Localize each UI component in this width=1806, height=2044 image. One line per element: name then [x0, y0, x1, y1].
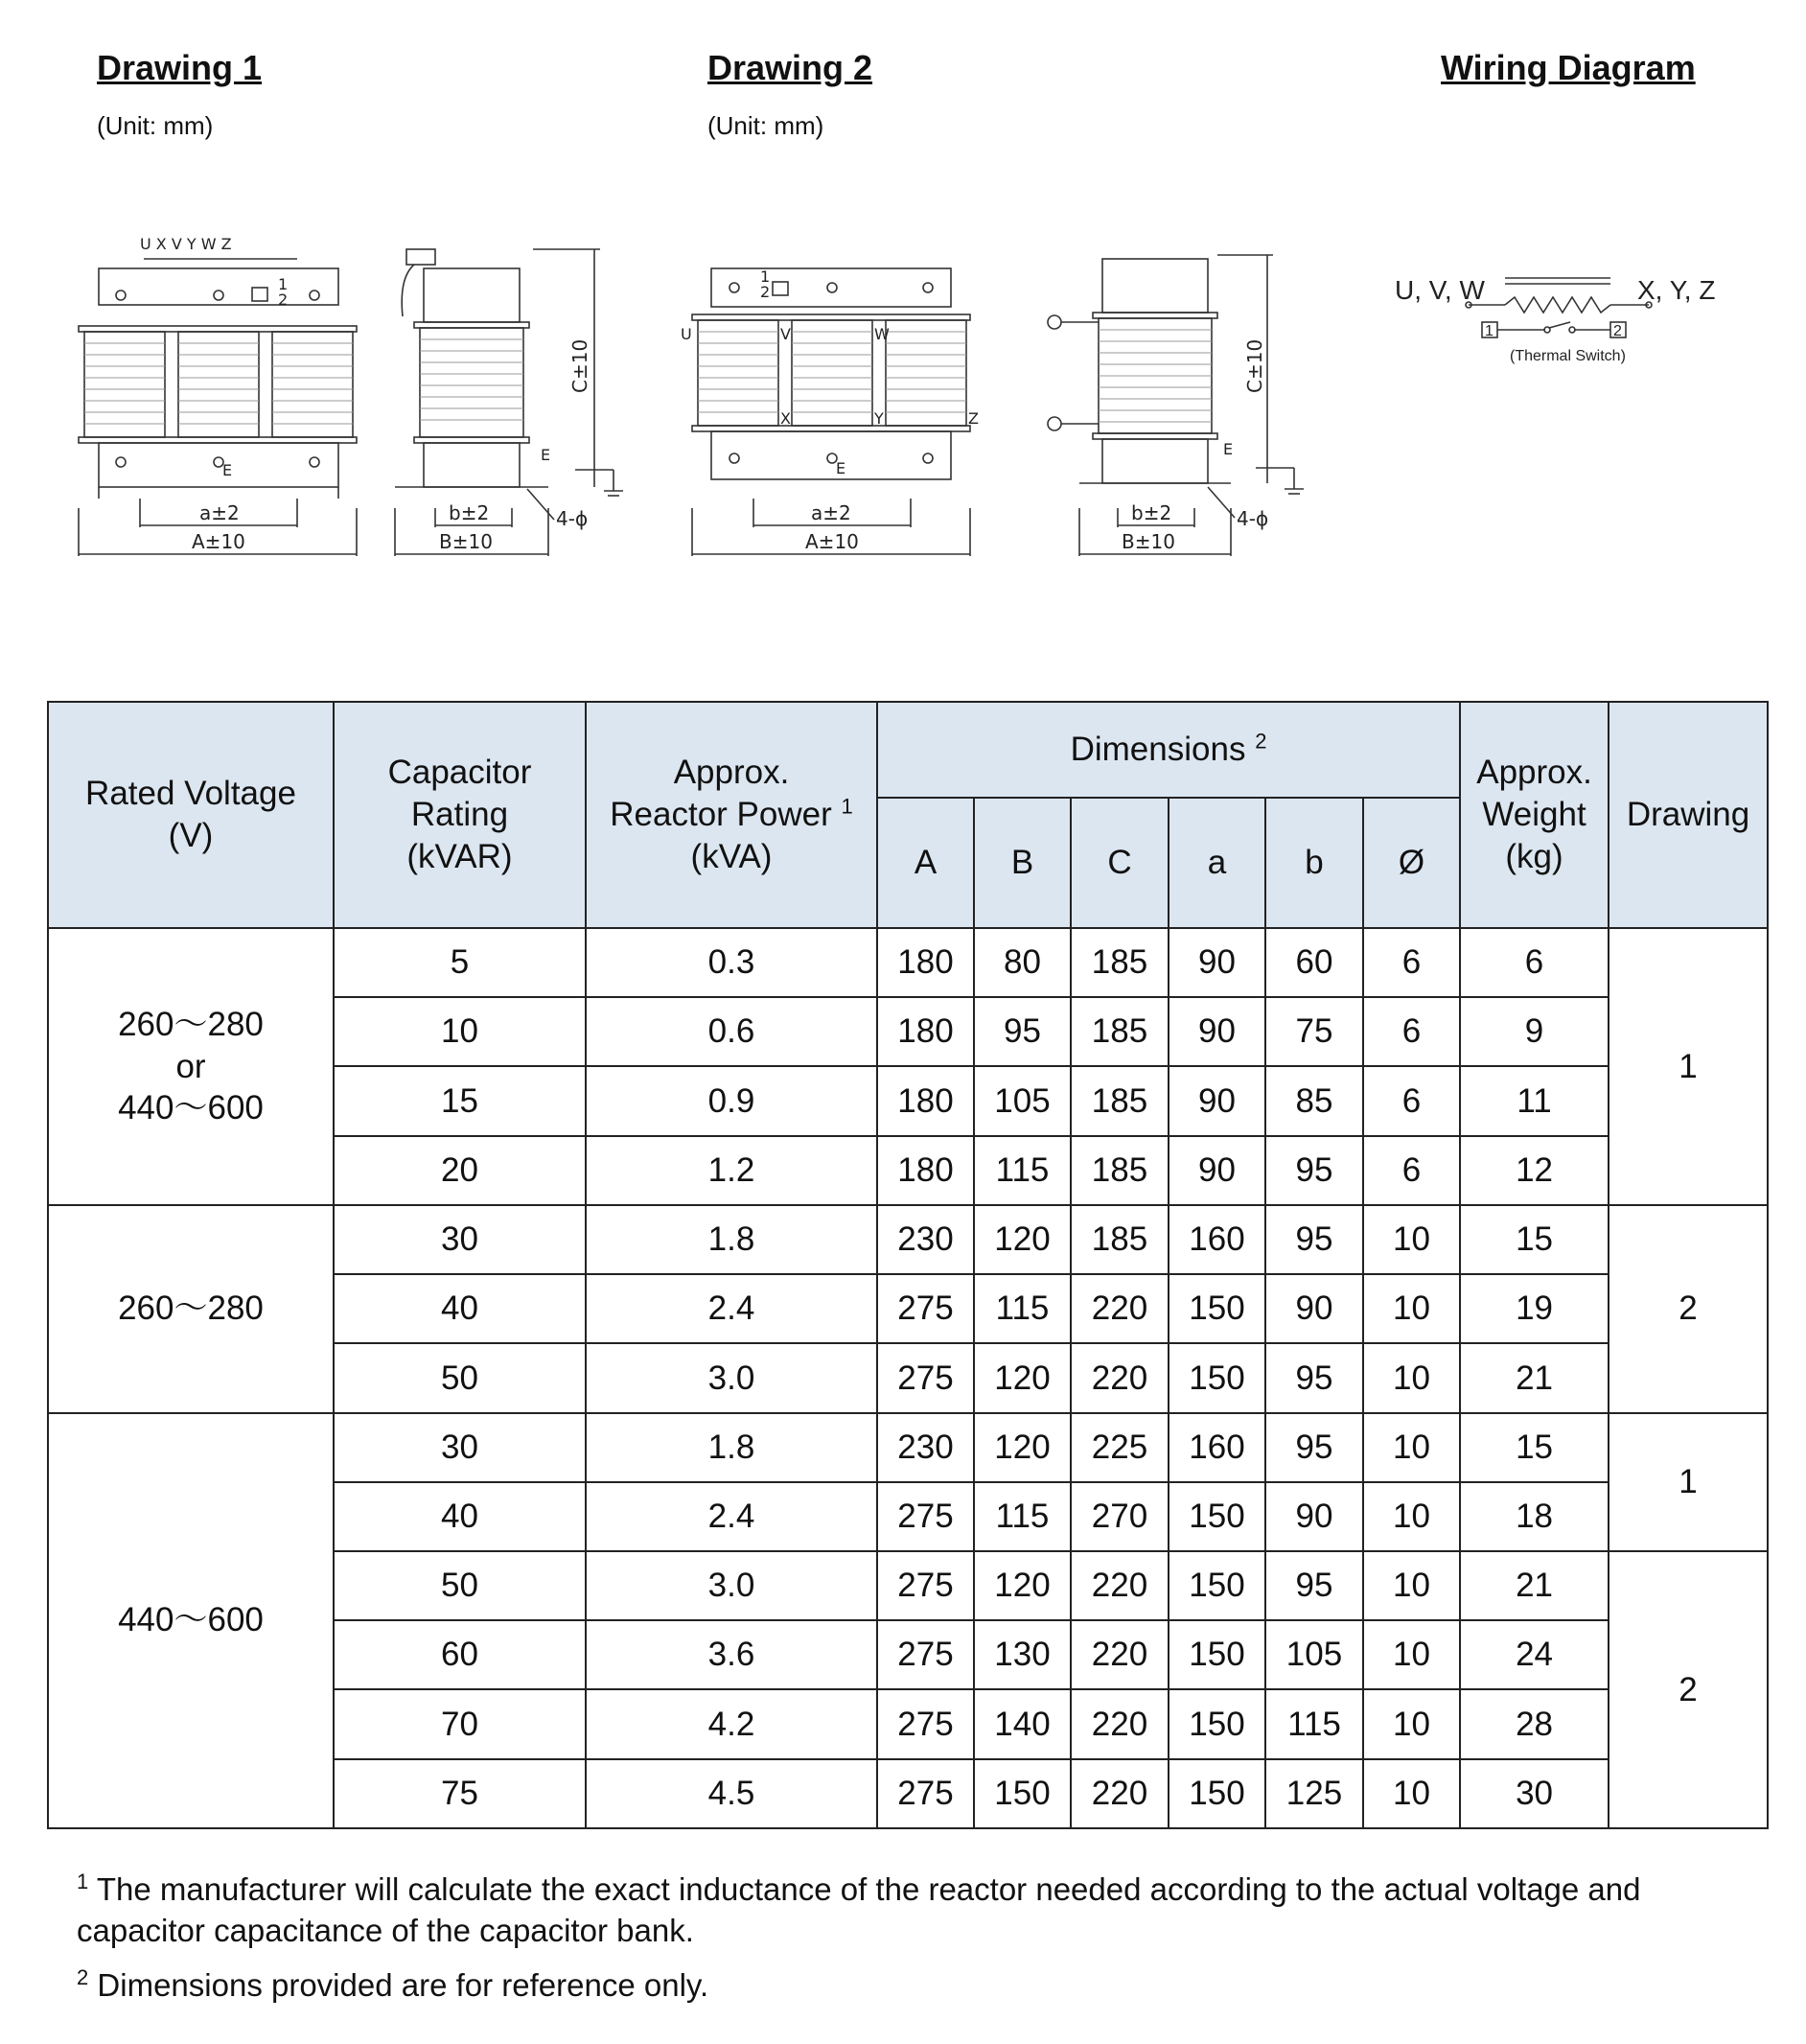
cell-B: 120	[974, 1551, 1071, 1620]
cell-power: 1.2	[586, 1136, 877, 1205]
header-dim-b: b	[1265, 798, 1363, 928]
cell-a: 150	[1169, 1759, 1265, 1828]
table-row	[48, 1413, 1768, 1482]
header-dim-A: A	[877, 798, 974, 928]
voltage-group-1: 260～280 or 440～600	[48, 928, 334, 1205]
drawing2-front-view	[681, 267, 979, 556]
drawing2-terminal-z: Z	[968, 409, 979, 428]
drawing1-ground-front: E	[222, 461, 233, 479]
cell-capacitor: 10	[334, 997, 586, 1066]
drawing1-front-view	[79, 235, 357, 556]
cell-b: 75	[1265, 997, 1363, 1066]
table-row	[48, 1205, 1768, 1274]
cell-B: 80	[974, 928, 1071, 997]
header-weight: Approx. Weight (kg)	[1460, 702, 1609, 928]
cell-a: 90	[1169, 1136, 1265, 1205]
cell-A: 275	[877, 1689, 974, 1758]
footnote-2: $^2$ Dimensions provided are for reference only.	[77, 1964, 709, 2003]
drawing2-terminal-x: X	[780, 409, 791, 428]
cell-b: 95	[1265, 1413, 1363, 1482]
cell-b: 95	[1265, 1343, 1363, 1412]
cell-C: 220	[1071, 1759, 1169, 1828]
cell-weight: 15	[1460, 1205, 1609, 1274]
drawing1-ground-side: E	[541, 446, 551, 464]
cell-power: 0.6	[586, 997, 877, 1066]
drawing2-dim-C: C±10	[1243, 338, 1266, 393]
cell-diameter: 10	[1363, 1482, 1460, 1551]
table-header-row-1	[48, 702, 1768, 798]
cell-a: 150	[1169, 1551, 1265, 1620]
header-rated-voltage: Rated Voltage (V)	[48, 702, 334, 928]
cell-C: 185	[1071, 1205, 1169, 1274]
cell-capacitor: 40	[334, 1274, 586, 1343]
header-dim-diameter: Ø	[1363, 798, 1460, 928]
wiring-left-label: U, V, W	[1395, 275, 1485, 305]
cell-diameter: 10	[1363, 1274, 1460, 1343]
cell-a: 160	[1169, 1413, 1265, 1482]
cell-C: 185	[1071, 928, 1169, 997]
drawing1-side-view	[395, 249, 623, 556]
cell-capacitor: 70	[334, 1689, 586, 1758]
cell-power: 3.0	[586, 1343, 877, 1412]
drawing2-dim-A: A±10	[805, 530, 859, 553]
drawing1-title: Drawing 1	[97, 48, 263, 87]
cell-b: 85	[1265, 1066, 1363, 1135]
header-dimensions: Dimensions $^2$	[877, 702, 1460, 798]
cell-capacitor: 50	[334, 1343, 586, 1412]
cell-b: 95	[1265, 1551, 1363, 1620]
cell-diameter: 10	[1363, 1620, 1460, 1689]
cell-power: 1.8	[586, 1205, 877, 1274]
drawing1-unit: (Unit: mm)	[97, 111, 214, 140]
cell-A: 230	[877, 1205, 974, 1274]
drawing-group-3: 1	[1609, 1413, 1768, 1551]
cell-diameter: 6	[1363, 997, 1460, 1066]
cell-B: 120	[974, 1343, 1071, 1412]
header-drawing: Drawing	[1609, 702, 1768, 928]
cell-A: 275	[877, 1343, 974, 1412]
cell-B: 130	[974, 1620, 1071, 1689]
cell-diameter: 6	[1363, 928, 1460, 997]
cell-b: 105	[1265, 1620, 1363, 1689]
cell-weight: 30	[1460, 1759, 1609, 1828]
cell-a: 90	[1169, 928, 1265, 997]
cell-C: 220	[1071, 1551, 1169, 1620]
cell-weight: 24	[1460, 1620, 1609, 1689]
cell-power: 0.9	[586, 1066, 877, 1135]
cell-A: 275	[877, 1274, 974, 1343]
cell-power: 4.5	[586, 1759, 877, 1828]
cell-B: 95	[974, 997, 1071, 1066]
cell-weight: 19	[1460, 1274, 1609, 1343]
drawing2-switch-2: 2	[760, 283, 771, 301]
cell-weight: 11	[1460, 1066, 1609, 1135]
cell-capacitor: 20	[334, 1136, 586, 1205]
cell-diameter: 10	[1363, 1551, 1460, 1620]
drawing2-title: Drawing 2	[707, 48, 873, 87]
cell-b: 115	[1265, 1689, 1363, 1758]
voltage-group-2: 260～280	[48, 1205, 334, 1413]
cell-weight: 21	[1460, 1343, 1609, 1412]
cell-B: 115	[974, 1274, 1071, 1343]
drawing2-terminal-v: V	[780, 325, 791, 343]
footnotes	[77, 1870, 1745, 2020]
header-dim-a: a	[1169, 798, 1265, 928]
cell-A: 275	[877, 1759, 974, 1828]
drawing1-dim-b: b±2	[449, 501, 490, 524]
cell-b: 95	[1265, 1136, 1363, 1205]
cell-C: 185	[1071, 997, 1169, 1066]
cell-a: 90	[1169, 997, 1265, 1066]
cell-diameter: 10	[1363, 1343, 1460, 1412]
drawing-group-2: 2	[1609, 1205, 1768, 1413]
cell-capacitor: 50	[334, 1551, 586, 1620]
drawing2-dim-b: b±2	[1131, 501, 1172, 524]
cell-power: 2.4	[586, 1274, 877, 1343]
cell-A: 180	[877, 1066, 974, 1135]
cell-capacitor: 60	[334, 1620, 586, 1689]
cell-a: 150	[1169, 1689, 1265, 1758]
reactor-spec-table	[47, 701, 1769, 1829]
cell-B: 105	[974, 1066, 1071, 1135]
cell-C: 270	[1071, 1482, 1169, 1551]
technical-drawings	[58, 221, 1773, 585]
cell-C: 185	[1071, 1136, 1169, 1205]
drawing2-ground-front: E	[836, 459, 846, 477]
cell-A: 180	[877, 1136, 974, 1205]
drawing2-terminal-y: Y	[874, 409, 884, 428]
cell-a: 150	[1169, 1274, 1265, 1343]
cell-C: 220	[1071, 1274, 1169, 1343]
cell-diameter: 10	[1363, 1689, 1460, 1758]
cell-weight: 28	[1460, 1689, 1609, 1758]
cell-B: 150	[974, 1759, 1071, 1828]
cell-diameter: 6	[1363, 1136, 1460, 1205]
drawing1-dim-B: B±10	[439, 530, 493, 553]
cell-power: 3.6	[586, 1620, 877, 1689]
cell-b: 90	[1265, 1482, 1363, 1551]
cell-diameter: 6	[1363, 1066, 1460, 1135]
cell-A: 180	[877, 997, 974, 1066]
wiring-diagram-title: Wiring Diagram	[1441, 48, 1696, 87]
drawing2-switch-1: 1	[760, 267, 771, 286]
drawing1-dim-C: C±10	[568, 338, 591, 393]
cell-C: 220	[1071, 1689, 1169, 1758]
footnote-1: $^1$ The manufacturer will calculate the exact inductance of the reactor needed according to the actual voltage and capacitor capacitance of the capacitor bank.	[77, 1870, 1641, 1948]
cell-capacitor: 30	[334, 1205, 586, 1274]
header-capacitor-rating: Capacitor Rating (kVAR)	[334, 702, 586, 928]
cell-weight: 18	[1460, 1482, 1609, 1551]
cell-power: 3.0	[586, 1551, 877, 1620]
drawing2-side-view	[1048, 255, 1304, 556]
cell-diameter: 10	[1363, 1413, 1460, 1482]
header-dim-B: B	[974, 798, 1071, 928]
cell-C: 220	[1071, 1343, 1169, 1412]
cell-weight: 12	[1460, 1136, 1609, 1205]
cell-capacitor: 40	[334, 1482, 586, 1551]
header-dim-C: C	[1071, 798, 1169, 928]
wiring-terminal-1: 1	[1485, 323, 1493, 339]
drawing1-switch-1: 1	[278, 275, 289, 293]
cell-capacitor: 30	[334, 1413, 586, 1482]
drawing2-unit: (Unit: mm)	[707, 111, 824, 140]
cell-A: 275	[877, 1551, 974, 1620]
drawing-group-4: 2	[1609, 1551, 1768, 1828]
drawings-svg	[58, 221, 1773, 585]
wiring-diagram	[1395, 275, 1715, 364]
drawing2-holes: 4-ϕ	[1237, 507, 1269, 530]
cell-capacitor: 75	[334, 1759, 586, 1828]
cell-diameter: 10	[1363, 1205, 1460, 1274]
cell-A: 275	[877, 1620, 974, 1689]
cell-A: 180	[877, 928, 974, 997]
drawing-group-1: 1	[1609, 928, 1768, 1205]
drawing1-top-terminals: U X V Y W Z	[140, 235, 232, 253]
drawing2-dim-B: B±10	[1122, 530, 1175, 553]
cell-a: 90	[1169, 1066, 1265, 1135]
cell-C: 225	[1071, 1413, 1169, 1482]
cell-b: 90	[1265, 1274, 1363, 1343]
drawing1-switch-2: 2	[278, 290, 289, 309]
cell-capacitor: 15	[334, 1066, 586, 1135]
cell-diameter: 10	[1363, 1759, 1460, 1828]
cell-A: 275	[877, 1482, 974, 1551]
cell-C: 185	[1071, 1066, 1169, 1135]
cell-B: 120	[974, 1205, 1071, 1274]
cell-weight: 9	[1460, 997, 1609, 1066]
cell-a: 160	[1169, 1205, 1265, 1274]
cell-a: 150	[1169, 1343, 1265, 1412]
cell-a: 150	[1169, 1620, 1265, 1689]
cell-weight: 6	[1460, 928, 1609, 997]
drawing2-dim-a: a±2	[811, 501, 851, 524]
cell-b: 60	[1265, 928, 1363, 997]
wiring-thermal-switch-label: (Thermal Switch)	[1510, 348, 1626, 364]
cell-a: 150	[1169, 1482, 1265, 1551]
cell-b: 95	[1265, 1205, 1363, 1274]
header-reactor-power: Approx. Reactor Power $^1$ (kVA)	[586, 702, 877, 928]
cell-power: 4.2	[586, 1689, 877, 1758]
table-row	[48, 928, 1768, 997]
drawing1-dim-A: A±10	[192, 530, 245, 553]
cell-weight: 21	[1460, 1551, 1609, 1620]
cell-B: 140	[974, 1689, 1071, 1758]
drawing2-ground-side: E	[1223, 440, 1234, 458]
cell-C: 220	[1071, 1620, 1169, 1689]
wiring-terminal-2: 2	[1613, 323, 1622, 339]
cell-power: 1.8	[586, 1413, 877, 1482]
cell-B: 120	[974, 1413, 1071, 1482]
voltage-group-3: 440～600	[48, 1413, 334, 1828]
drawing1-holes: 4-ϕ	[556, 507, 589, 530]
cell-power: 2.4	[586, 1482, 877, 1551]
drawing2-terminal-w: W	[874, 325, 890, 343]
cell-A: 230	[877, 1413, 974, 1482]
cell-power: 0.3	[586, 928, 877, 997]
cell-b: 125	[1265, 1759, 1363, 1828]
cell-weight: 15	[1460, 1413, 1609, 1482]
wiring-right-label: X, Y, Z	[1637, 275, 1716, 305]
cell-capacitor: 5	[334, 928, 586, 997]
drawing2-terminal-u: U	[681, 325, 692, 343]
drawing1-dim-a: a±2	[199, 501, 240, 524]
cell-B: 115	[974, 1482, 1071, 1551]
cell-B: 115	[974, 1136, 1071, 1205]
